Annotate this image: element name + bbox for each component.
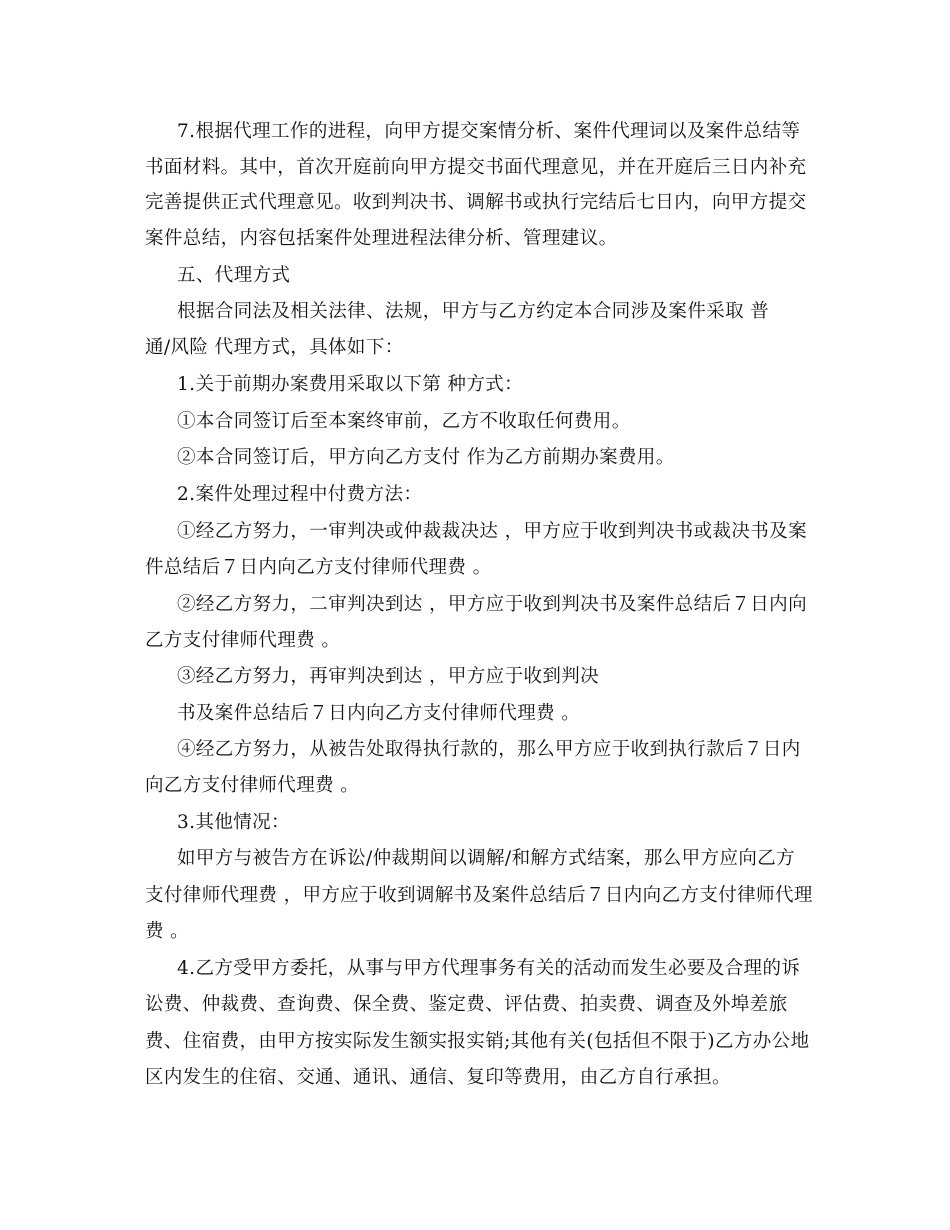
text-line: 1.关于前期办案费用采取以下第 种方式： — [177, 374, 524, 395]
text-line: 费、住宿费，由甲方按实际发生额实报实销;其他有关(包括但不限于)乙方办公地 — [145, 1031, 810, 1052]
text-line: 书及案件总结后７日内向乙方支付律师代理费 。 — [177, 703, 581, 724]
text-line: 通/风险 代理方式，具体如下： — [145, 337, 404, 358]
text-line: 如甲方与被告方在诉讼/仲裁期间以调解/和解方式结案，那么甲方应向乙方 — [177, 848, 796, 869]
text-line: 3.其他情况： — [177, 812, 290, 833]
text-line: ①本合同签订后至本案终审前，乙方不收取任何费用。 — [177, 411, 631, 432]
text-line: 完善提供正式代理意见。收到判决书、调解书或执行完结后七日内，向甲方提交 — [145, 192, 807, 213]
text-line: 根据合同法及相关法律、法规，甲方与乙方约定本合同涉及案件采取 普 — [177, 301, 770, 322]
text-line: 讼费、仲裁费、查询费、保全费、鉴定费、评估费、拍卖费、调查及外埠差旅 — [145, 994, 788, 1015]
text-line: 区内发生的住宿、交通、通讯、通信、复印等费用，由乙方自行承担。 — [145, 1067, 731, 1088]
text-line: 件总结后７日内向乙方支付律师代理费 。 — [145, 557, 492, 578]
text-line: 向乙方支付律师代理费 。 — [145, 775, 360, 796]
text-line: 7.根据代理工作的进程，向甲方提交案情分析、案件代理词以及案件总结等 — [177, 121, 801, 142]
text-line: 费 。 — [145, 921, 190, 942]
text-line: ③经乙方努力，再审判决到达 ，甲方应于收到判决 — [177, 666, 600, 687]
text-line: 支付律师代理费 ，甲方应于收到调解书及案件总结后７日内向乙方支付律师代理 — [145, 885, 813, 906]
text-line: 2.案件处理过程中付费方法： — [177, 484, 423, 505]
text-line: 乙方支付律师代理费 。 — [145, 630, 341, 651]
text-line: 案件总结，内容包括案件处理进程法律分析、管理建议。 — [145, 228, 618, 249]
text-line: ④经乙方努力，从被告处取得执行款的，那么甲方应于收到执行款后７日内 — [177, 739, 801, 760]
text-line: 书面材料。其中，首次开庭前向甲方提交书面代理意见，并在开庭后三日内补充 — [145, 157, 807, 178]
text-line: ①经乙方努力，一审判决或仲裁裁决达 ，甲方应于收到判决书或裁决书及案 — [177, 521, 807, 542]
section-heading: 五、代理方式 — [177, 265, 291, 286]
text-line: ②本合同签订后，甲方向乙方支付 作为乙方前期办案费用。 — [177, 447, 675, 468]
text-line: ②经乙方努力，二审判决到达 ，甲方应于收到判决书及案件总结后７日内向 — [177, 594, 807, 615]
text-line: 4.乙方受甲方委托，从事与甲方代理事务有关的活动而发生必要及合理的诉 — [177, 958, 801, 979]
